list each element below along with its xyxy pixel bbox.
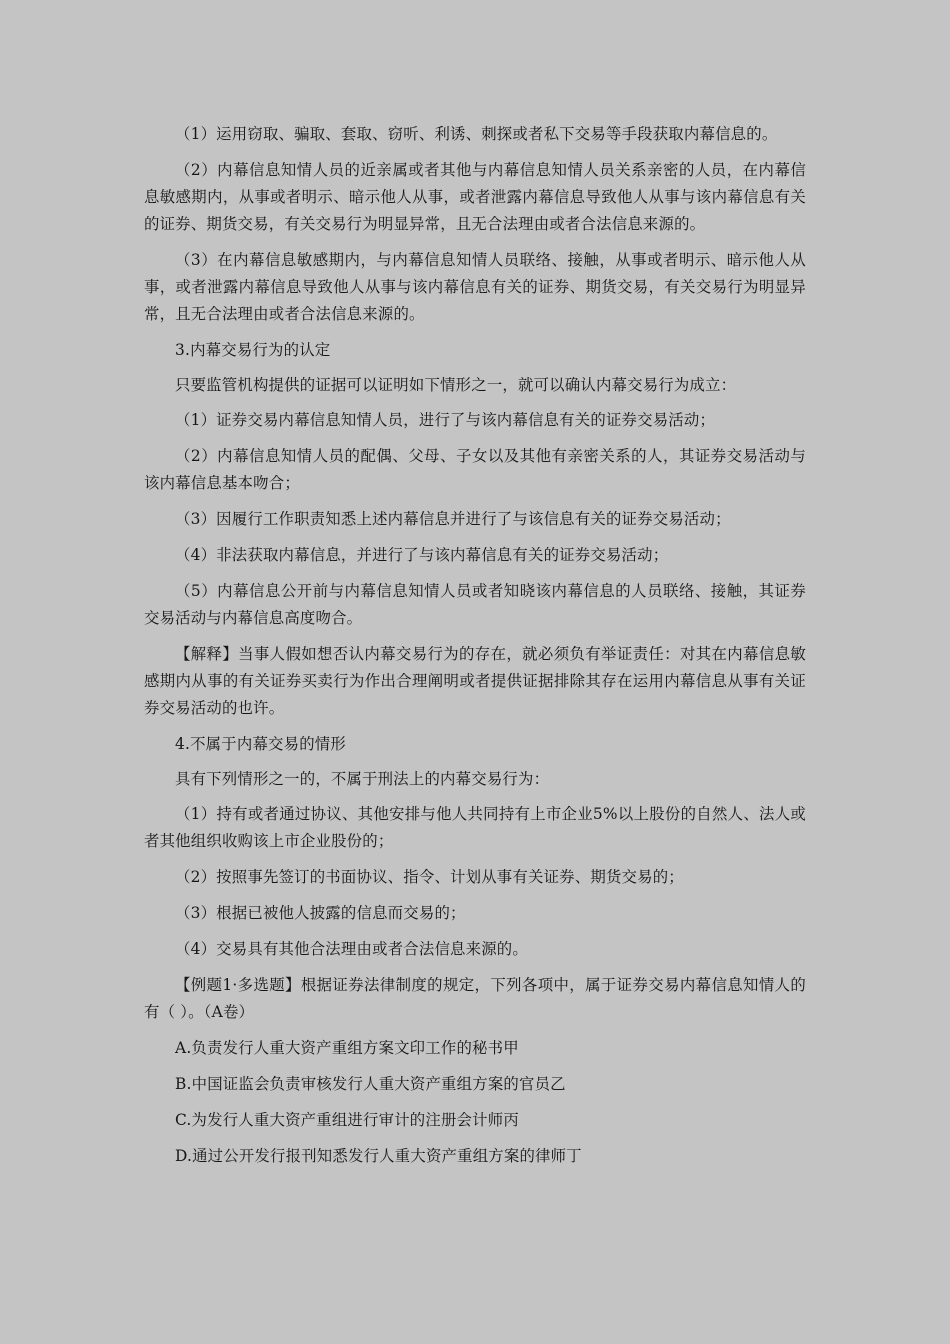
- list-item: （2）内幕信息知情人员的配偶、父母、子女以及其他有亲密关系的人，其证券交易活动与该内幕信息基本吻合；: [144, 447, 806, 492]
- list-item: （3）因履行工作职责知悉上述内幕信息并进行了与该信息有关的证券交易活动；: [175, 510, 731, 528]
- list-item: （1）证券交易内幕信息知情人员，进行了与该内幕信息有关的证券交易活动；: [175, 411, 716, 429]
- example-question: 【例题1·多选题】根据证券法律制度的规定，下列各项中，属于证券交易内幕信息知情人的有（ ）。（A卷）: [144, 976, 806, 1021]
- answer-option-d: D.通过公开发行报刊知悉发行人重大资产重组方案的律师丁: [175, 1147, 582, 1165]
- paragraph: （1）运用窃取、骗取、套取、窃听、利诱、刺探或者私下交易等手段获取内幕信息的。: [175, 125, 778, 143]
- list-item: （3）根据已被他人披露的信息而交易的；: [175, 904, 466, 922]
- paragraph: （3）在内幕信息敏感期内，与内幕信息知情人员联络、接触，从事或者明示、暗示他人从事，或者泄露内幕信息导致他人从事与该内幕信息有关的证券、期货交易，有关交易行为明显异常，且无合法理由或者合法信息来源的。: [144, 251, 806, 323]
- answer-option-b: B.中国证监会负责审核发行人重大资产重组方案的官员乙: [175, 1075, 566, 1093]
- paragraph: 具有下列情形之一的，不属于刑法上的内幕交易行为：: [175, 770, 550, 788]
- paragraph: 只要监管机构提供的证据可以证明如下情形之一，就可以确认内幕交易行为成立：: [175, 376, 737, 394]
- list-item: （2）按照事先签订的书面协议、指令、计划从事有关证券、期货交易的；: [175, 868, 684, 886]
- section-heading: 3.内幕交易行为的认定: [175, 341, 331, 359]
- answer-option-a: A.负责发行人重大资产重组方案文印工作的秘书甲: [175, 1039, 519, 1057]
- section-heading: 4.不属于内幕交易的情形: [175, 735, 346, 753]
- list-item: （1）持有或者通过协议、其他安排与他人共同持有上市企业5%以上股份的自然人、法人或者其他组织收购该上市企业股份的；: [144, 805, 806, 850]
- list-item: （4）交易具有其他合法理由或者合法信息来源的。: [175, 940, 528, 958]
- list-item: （5）内幕信息公开前与内幕信息知情人员或者知晓该内幕信息的人员联络、接触，其证券交易活动与内幕信息高度吻合。: [144, 582, 806, 627]
- answer-option-c: C.为发行人重大资产重组进行审计的注册会计师丙: [175, 1111, 519, 1129]
- list-item: （4）非法获取内幕信息，并进行了与该内幕信息有关的证券交易活动；: [175, 546, 669, 564]
- explanation-paragraph: 【解释】当事人假如想否认内幕交易行为的存在，就必须负有举证责任：对其在内幕信息敏感期内从事的有关证券买卖行为作出合理阐明或者提供证据排除其存在运用内幕信息从事有关证券交易活动的也许。: [144, 645, 806, 717]
- paragraph: （2）内幕信息知情人员的近亲属或者其他与内幕信息知情人员关系亲密的人员，在内幕信息敏感期内，从事或者明示、暗示他人从事，或者泄露内幕信息导致他人从事与该内幕信息有关的证券、期货交易，有关交易行为明显异常，且无合法理由或者合法信息来源的。: [144, 161, 806, 233]
